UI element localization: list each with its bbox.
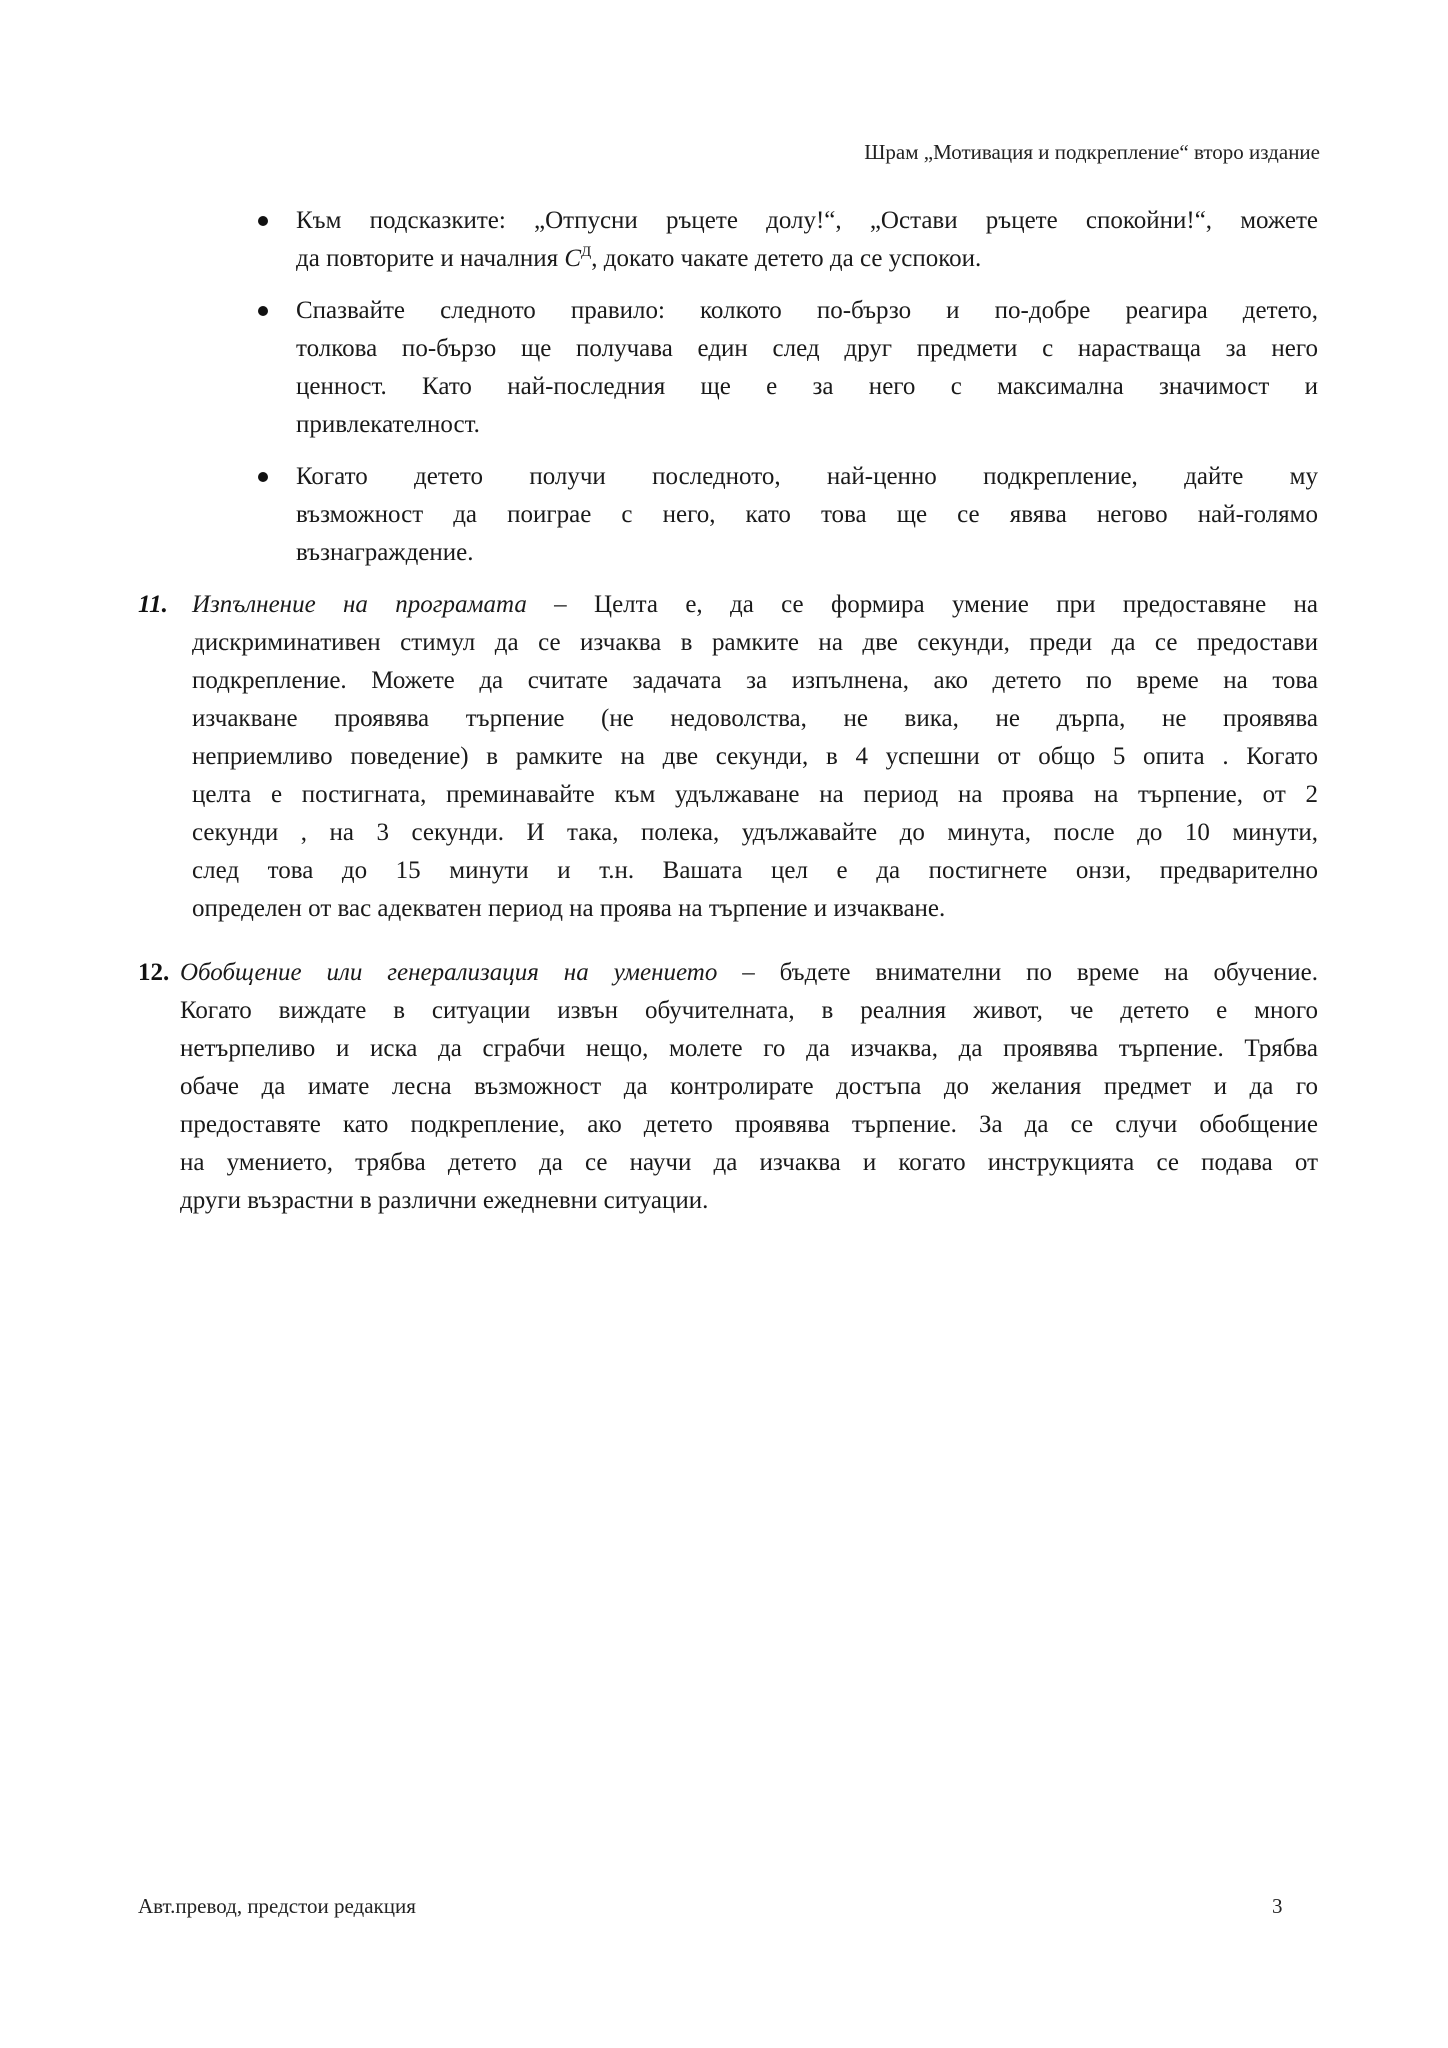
sd-superscript: Д — [581, 244, 592, 260]
text-line — [296, 244, 981, 274]
item-number: 11. — [138, 591, 168, 618]
text-line: толкова по-бързо ще получава един след друг предмети с нарастваща за него — [296, 335, 1318, 362]
text-line: обаче да имате лесна възможност да контролирате достъпа до желания предмет и да го — [180, 1073, 1318, 1100]
text-line: Когато детето получи последното, най-ценно подкрепление, дайте му — [296, 463, 1318, 490]
text-line: след това до 15 минути и т.н. Вашата цел е да постигнете онзи, предварително — [192, 857, 1318, 884]
text-line: нетърпеливо и иска да сграбчи нещо, молете го да изчаква, да проявява търпение. Трябва — [180, 1035, 1318, 1062]
text-line: други възрастни в различни ежедневни ситуации. — [180, 1187, 709, 1214]
text-line: привлекателност. — [296, 411, 480, 438]
footer-note: Авт.превод, предстои редакция — [138, 1894, 416, 1918]
bullet-icon — [258, 306, 268, 316]
text-fragment: , докато чакате детето да се успокои. — [591, 245, 982, 272]
text-line — [180, 958, 1318, 988]
text-line: ценност. Като най-последния ще е за него с максимална значимост и — [296, 373, 1318, 400]
text-line: изчакване проявява търпение (не недоволства, не вика, не дърпа, не проявява — [192, 705, 1318, 732]
text-fragment: да повторите и началния — [296, 245, 565, 272]
text-line: на умението, трябва детето да се научи да изчаква и когато инструкцията се подава от — [180, 1149, 1318, 1176]
bullet-icon — [258, 216, 268, 226]
text-line: Когато виждате в ситуации извън обучителната, в реалния живот, че детето е много — [180, 997, 1318, 1024]
item-title: Изпълнение на програмата — [192, 591, 527, 618]
text-line: Към подсказките: „Отпусни ръцете долу!“, „Остави ръцете спокойни!“, можете — [296, 207, 1318, 234]
running-header: Шрам „Мотивация и подкрепление“ второ издание — [864, 140, 1320, 164]
text-line — [192, 590, 1318, 620]
item-title: Обобщение или генерализация на умението — [180, 959, 718, 986]
text-line: възможност да поиграе с него, като това ще се явява негово най-голямо — [296, 501, 1318, 528]
text-line: целта е постигната, преминавайте към удължаване на период на проява на търпение, от 2 — [192, 781, 1318, 808]
text-line: определен от вас адекватен период на проява на търпение и изчакване. — [192, 895, 946, 922]
text-line: възнаграждение. — [296, 539, 474, 566]
page-number: 3 — [1272, 1894, 1283, 1918]
text-line: подкрепление. Можете да считате задачата за изпълнена, ако детето по време на това — [192, 667, 1318, 694]
item-number: 12. — [138, 959, 170, 986]
text-line: предоставяте като подкрепление, ако детето проявява търпение. За да се случи обобщение — [180, 1111, 1318, 1138]
text-fragment: – Целта е, да се формира умение при предоставяне на — [526, 591, 1319, 618]
text-line: Спазвайте следното правило: колкото по-бързо и по-добре реагира детето, — [296, 297, 1318, 324]
bullet-icon — [258, 472, 268, 482]
text-line: неприемливо поведение) в рамките на две секунди, в 4 успешни от общо 5 опита . Когато — [192, 743, 1318, 770]
text-fragment: – бъдете внимателни по време на обучение. — [717, 959, 1318, 986]
text-line: дискриминативен стимул да се изчаква в рамките на две секунди, преди да се предостави — [192, 629, 1318, 656]
sd-symbol: C — [564, 245, 582, 272]
text-line: секунди , на 3 секунди. И така, полека, удължавайте до минута, после до 10 минути, — [192, 819, 1318, 846]
